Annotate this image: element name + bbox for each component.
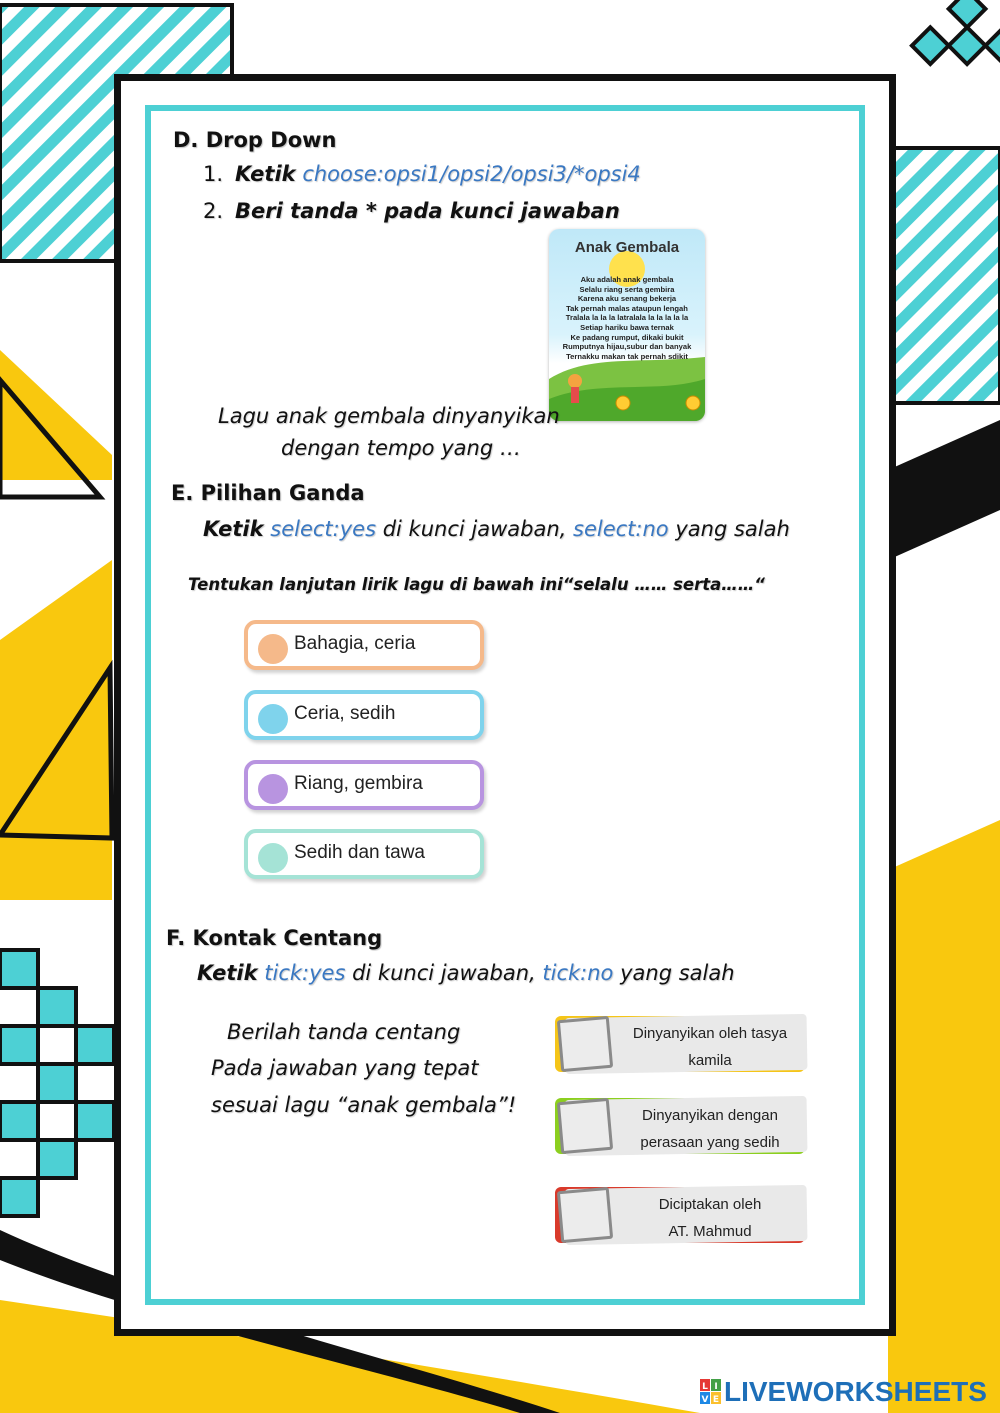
lyric-line: Rumputnya hijau,subur dan banyak: [562, 342, 692, 352]
logo-letter: L: [702, 1382, 708, 1392]
lyric-line: Selalu riang serta gembira: [579, 284, 675, 294]
instr-ketik: Ketik: [197, 961, 258, 985]
liveworksheets-logo-icon: [700, 1379, 722, 1405]
option-radio-dot: [258, 634, 288, 664]
option-label: Sedih dan tawa: [294, 842, 425, 863]
checkbox-item-at-mahmud[interactable]: [555, 1183, 805, 1247]
lyric-line: Ternakku makan tak pernah sdikit: [566, 351, 688, 361]
checkbox-text-line-1: Dinyanyikan oleh tasya: [632, 1025, 788, 1042]
instr-code-yes: select:yes: [270, 517, 377, 541]
instr-ketik: Ketik: [203, 517, 264, 541]
section-d-step-1: [203, 162, 641, 186]
step-1-code: choose:opsi1/opsi2/opsi3/*opsi4: [302, 162, 641, 186]
option-ceria-sedih[interactable]: [244, 690, 484, 740]
lyric-line: Tralala la la la latralala la la la la la: [565, 313, 689, 323]
question-d-line-1: Lagu anak gembala dinyanyikan: [218, 404, 560, 428]
step-1-text: Ketik: [235, 162, 296, 186]
option-label: Ceria, sedih: [294, 703, 396, 724]
checkbox-square[interactable]: [557, 1187, 613, 1243]
section-e-instruction: [203, 517, 790, 541]
logo-letter: V: [701, 1395, 709, 1405]
lyric-line: Tak pernah malas ataupun lengah: [566, 303, 688, 313]
section-f-title: F. Kontak Centang: [166, 926, 383, 950]
checkbox-text-line-1: Dinyanyikan dengan: [642, 1107, 778, 1124]
option-radio-dot: [258, 774, 288, 804]
checkbox-square[interactable]: [557, 1098, 613, 1154]
step-1-number: 1.: [203, 162, 224, 186]
step-2-number: 2.: [203, 199, 224, 223]
lyric-line: Ke padang rumput, dikaki bukit: [570, 332, 684, 342]
lyric-line: Karena aku senang bekerja: [577, 294, 677, 304]
prompt-f-line-1: Berilah tanda centang: [227, 1020, 461, 1044]
option-bahagia-ceria[interactable]: [244, 620, 484, 670]
section-d-title: D. Drop Down: [173, 128, 337, 152]
checkbox-item-tasya-kamila[interactable]: [555, 1012, 805, 1076]
prompt-f-line-3: sesuai lagu “anak gembala”!: [211, 1093, 517, 1117]
checkbox-item-perasaan-sedih[interactable]: [555, 1094, 805, 1158]
prompt-f-line-2: Pada jawaban yang tepat: [211, 1056, 479, 1080]
section-d-step-2: [203, 199, 620, 223]
instr-middle: di kunci jawaban,: [382, 517, 567, 541]
instr-code-no: tick:no: [542, 961, 614, 985]
option-riang-gembira[interactable]: [244, 760, 484, 810]
instr-code-yes: tick:yes: [264, 961, 346, 985]
instr-end: yang salah: [675, 517, 790, 541]
instr-middle: di kunci jawaban,: [352, 961, 536, 985]
option-label: Bahagia, ceria: [294, 633, 416, 654]
option-sedih-dan-tawa[interactable]: [244, 829, 484, 879]
checkbox-text-line-1: Diciptakan oleh: [658, 1196, 762, 1213]
instr-end: yang salah: [620, 961, 735, 985]
option-radio-dot: [258, 843, 288, 873]
section-e-title: E. Pilihan Ganda: [171, 481, 365, 505]
lyric-line: Setiap hariku bawa ternak: [580, 322, 674, 332]
song-card-anak-gembala: [549, 229, 705, 421]
liveworksheets-brand[interactable]: LIVEWORKSHEETS: [724, 1376, 987, 1407]
song-card-lyrics: [551, 275, 703, 361]
logo-letter: E: [712, 1395, 720, 1405]
section-f-instruction: [197, 961, 735, 985]
question-d-line-2: dengan tempo yang …: [281, 436, 521, 460]
option-radio-dot: [258, 704, 288, 734]
step-2-text: Beri tanda * pada kunci jawaban: [235, 199, 620, 223]
checkbox-text-line-2: kamila: [688, 1052, 732, 1069]
checkbox-text: [617, 1191, 803, 1245]
checkbox-text-line-2: perasaan yang sedih: [640, 1134, 780, 1151]
song-card-title: Anak Gembala: [574, 239, 680, 256]
logo-letter: I: [714, 1382, 718, 1392]
checkbox-square[interactable]: [557, 1016, 613, 1072]
checkbox-text: [617, 1102, 803, 1156]
option-label: Riang, gembira: [294, 773, 423, 794]
question-e: Tentukan lanjutan lirik lagu di bawah ini“selalu …… serta……“: [188, 575, 765, 594]
lyric-line: Aku adalah anak gembala: [580, 275, 674, 284]
checkbox-text: [617, 1020, 803, 1074]
instr-code-no: select:no: [573, 517, 669, 541]
checkbox-text-line-2: AT. Mahmud: [668, 1223, 752, 1240]
